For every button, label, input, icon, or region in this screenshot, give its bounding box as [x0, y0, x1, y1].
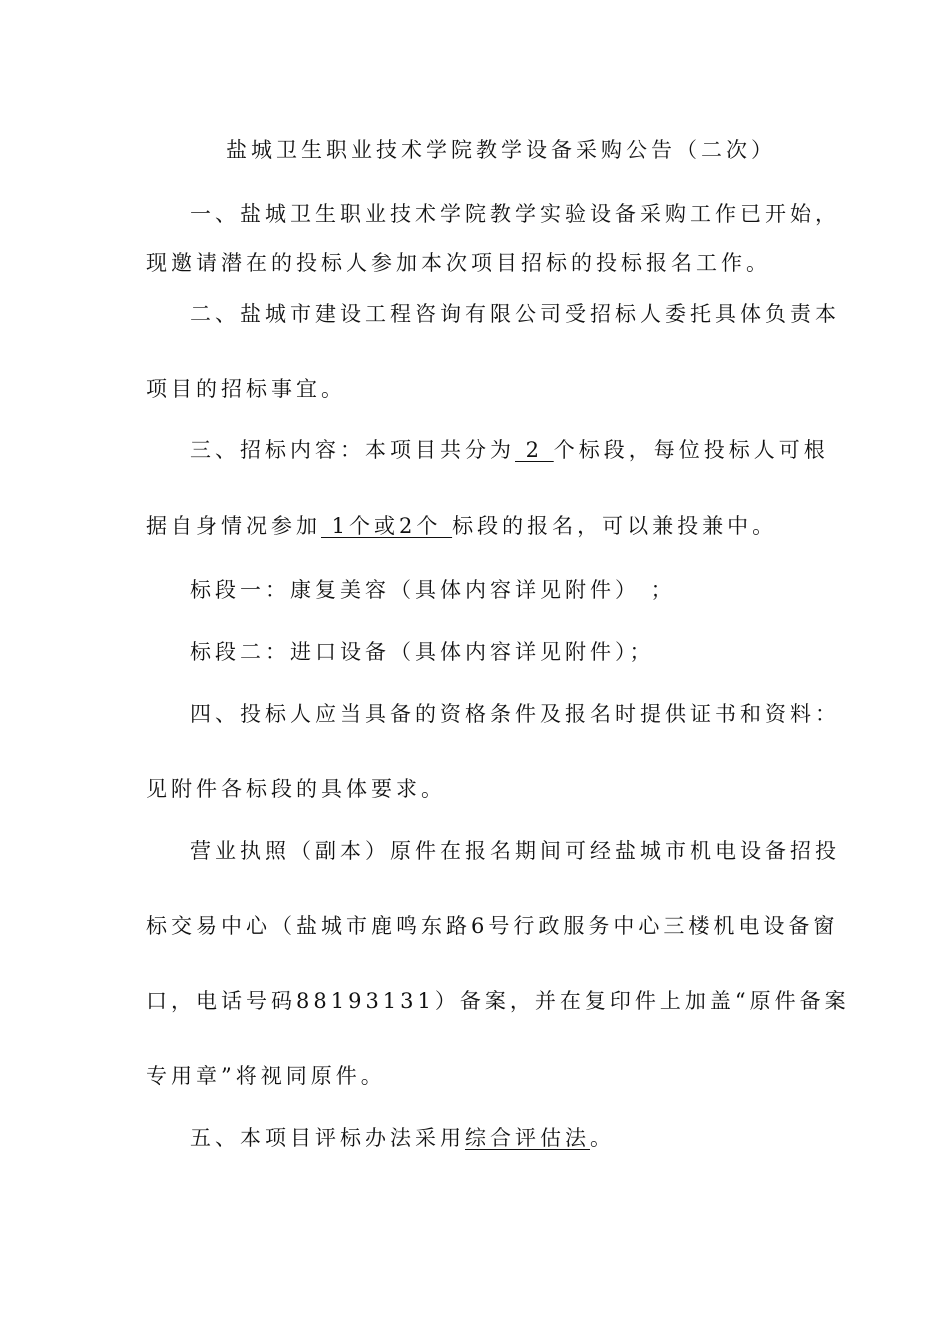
- paragraph-4-line-2: 见附件各标段的具体要求。: [146, 777, 446, 801]
- paragraph-2-line-2: 项目的招标事宜。: [146, 377, 346, 401]
- paragraph-1-line-1: 一、盐城卫生职业技术学院教学实验设备采购工作已开始，: [190, 202, 840, 226]
- paragraph-3-line-1-start: 三、招标内容：本项目共分为: [190, 438, 515, 462]
- paragraph-6-line: [190, 1124, 615, 1152]
- evaluation-method: 综合评估法: [465, 1126, 590, 1150]
- paragraph-3-line-2: [146, 512, 777, 540]
- document-title: 盐城卫生职业技术学院教学设备采购公告（二次）: [226, 138, 776, 162]
- section-2-line: 标段二：进口设备（具体内容详见附件）；: [190, 640, 655, 664]
- paragraph-6-start: 五、本项目评标办法采用: [190, 1126, 465, 1150]
- paragraph-5-line-2: 标交易中心（盐城市鹿鸣东路6号行政服务中心三楼机电设备窗: [146, 914, 839, 938]
- paragraph-3-line-1: [190, 436, 829, 464]
- paragraph-3-line-1-end: 个标段，每位投标人可根: [553, 438, 829, 462]
- paragraph-2-line-1: 二、盐城市建设工程咨询有限公司受招标人委托具体负责本: [190, 302, 840, 326]
- paragraph-5-line-1: 营业执照（副本）原件在报名期间可经盐城市机电设备招投: [190, 839, 840, 863]
- paragraph-5-line-3: 口，电话号码88193131）备案，并在复印件上加盖“原件备案: [146, 989, 850, 1013]
- paragraph-1-line-2: 现邀请潜在的投标人参加本次项目招标的投标报名工作。: [146, 251, 771, 275]
- paragraph-5-line-4: 专用章”将视同原件。: [146, 1064, 386, 1088]
- section-count-blank: 2: [515, 438, 554, 462]
- paragraph-6-end: 。: [590, 1126, 615, 1150]
- section-1-line: 标段一：康复美容（具体内容详见附件） ；: [190, 578, 676, 602]
- paragraph-3-line-2-start: 据自身情况参加: [146, 514, 321, 538]
- paragraph-3-line-2-end: 标段的报名，可以兼投兼中。: [452, 514, 778, 538]
- paragraph-4-line-1: 四、投标人应当具备的资格条件及报名时提供证书和资料：: [190, 702, 840, 726]
- section-choice-blank: 1个或2个: [321, 514, 453, 538]
